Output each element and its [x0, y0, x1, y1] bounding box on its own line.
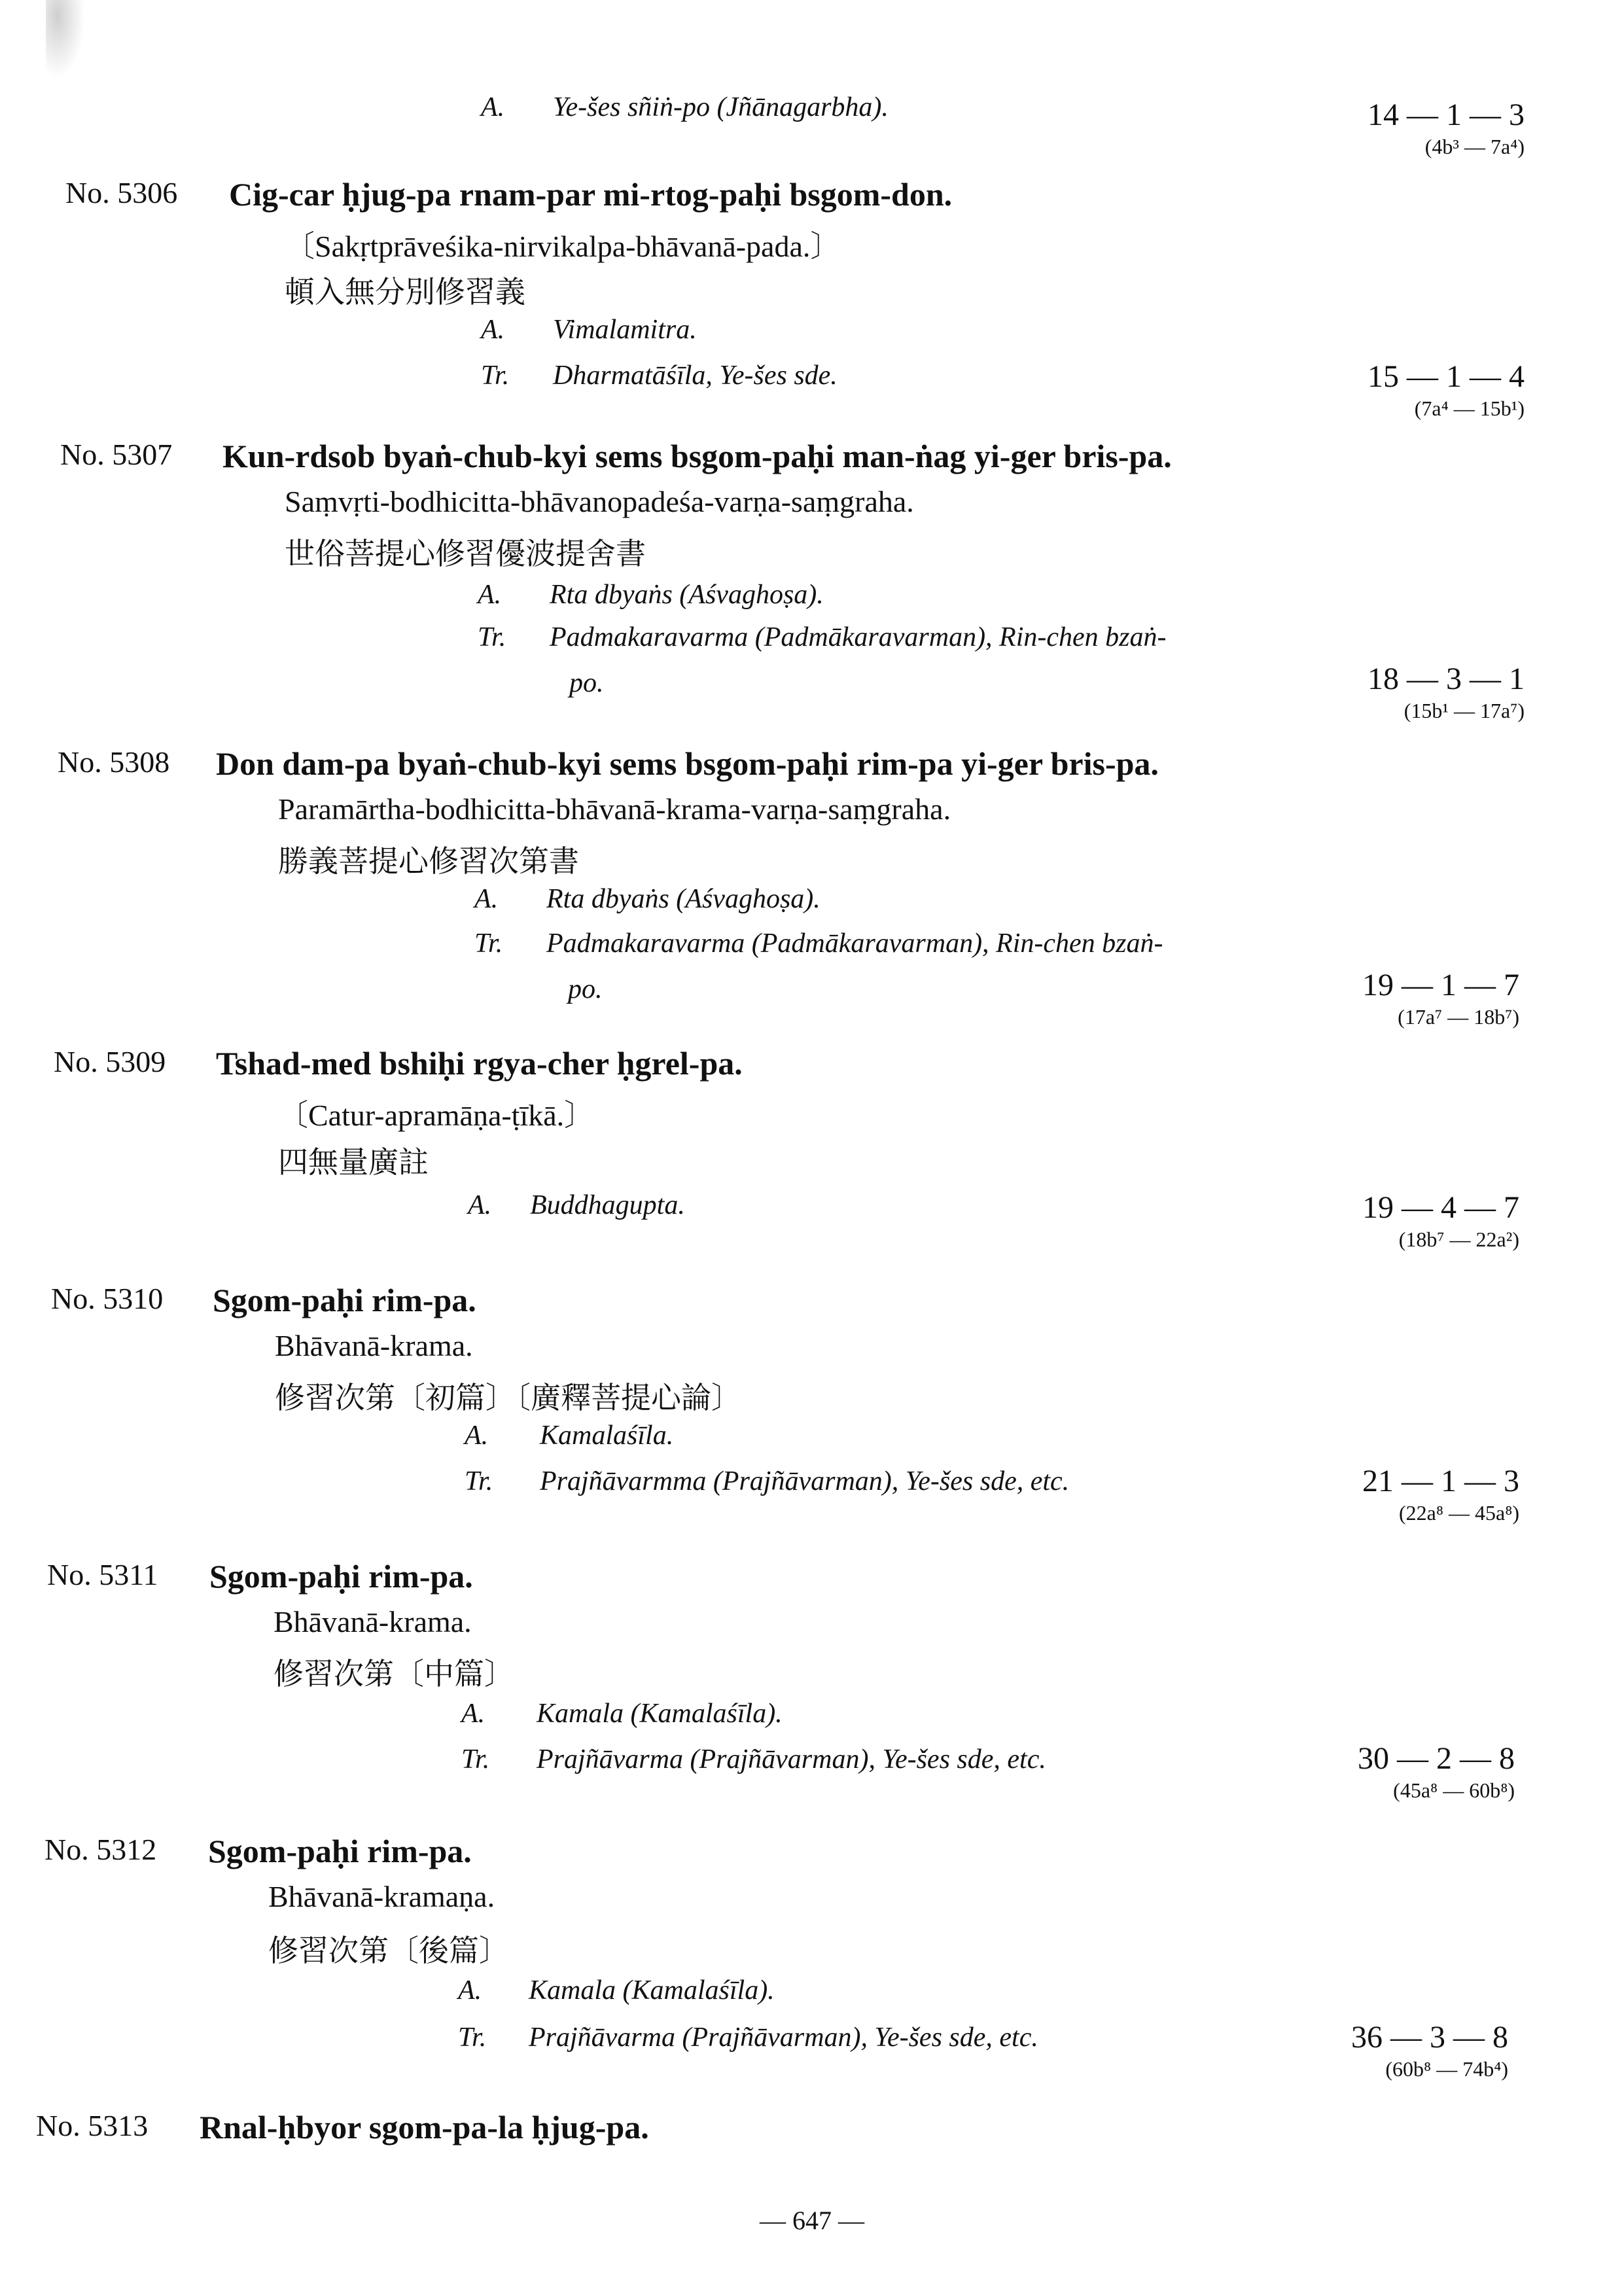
entry-number: No. 5308 — [58, 745, 170, 779]
author-name: Rta dbyaṅs (Aśvaghoṣa). — [546, 884, 821, 914]
volume-ref: 30 — 2 — 8 — [1358, 1741, 1515, 1776]
folio-ref: (17a⁷ — 18b⁷) — [1398, 1005, 1519, 1029]
folio-ref: (22a⁸ — 45a⁸) — [1398, 1501, 1519, 1525]
entry-number: No. 5312 — [44, 1833, 157, 1866]
author-role: A. — [461, 1699, 485, 1729]
folio-ref: (4b³ — 7a⁴) — [1424, 135, 1525, 158]
chinese-title: 四無量廣註 — [278, 1144, 429, 1180]
author-role: A. — [468, 1190, 492, 1220]
translator-name: Prajñāvarma (Prajñāvarman), Ye-šes sde, etc. — [529, 2022, 1038, 2053]
author-role: A. — [474, 884, 499, 914]
entry-title: Tshad-med bshiḥi rgya-cher ḥgrel-pa. — [216, 1045, 743, 1082]
volume-ref: 21 — 1 — 3 — [1362, 1464, 1519, 1498]
folio-ref: (45a⁸ — 60b⁸) — [1393, 1778, 1515, 1802]
author-name: Kamala (Kamalaśīla). — [529, 1975, 775, 2005]
translator-role: Tr. — [458, 2022, 487, 2053]
author-role: A. — [458, 1975, 482, 2005]
translator-name: Prajñāvarma (Prajñāvarman), Ye-šes sde, etc. — [537, 1744, 1046, 1775]
author-name: Vimalamitra. — [553, 315, 697, 345]
translator-role: Tr. — [461, 1744, 490, 1775]
author-name: Buddhagupta. — [530, 1190, 685, 1220]
sanskrit-title: Bhāvanā-kramaṇa. — [268, 1880, 495, 1913]
translator-role: Tr. — [481, 361, 510, 391]
sanskrit-title: Bhāvanā-krama. — [274, 1605, 472, 1638]
folio-ref: (15b¹ — 17a⁷) — [1403, 699, 1525, 722]
volume-ref: 18 — 3 — 1 — [1368, 662, 1525, 696]
sanskrit-title: 〔Catur-apramāṇa-ṭīkā.〕 — [278, 1099, 595, 1132]
author-name: Rta dbyaṅs (Aśvaghoṣa). — [550, 580, 824, 610]
entry-number: No. 5307 — [60, 438, 173, 471]
entry-title: Don dam-pa byaṅ-chub-kyi sems bsgom-paḥi rim-pa yi-ger bris-pa. — [216, 745, 1159, 782]
entry-number: No. 5313 — [36, 2109, 149, 2142]
translator-name: Padmakaravarma (Padmākaravarman), Rin-chen bzaṅ- — [550, 622, 1167, 652]
author-name: Kamalaśīla. — [540, 1421, 674, 1451]
translator-name-continued: po. — [568, 974, 603, 1004]
entry-title: Sgom-paḥi rim-pa. — [209, 1558, 473, 1595]
entry-number: No. 5309 — [54, 1045, 166, 1078]
folio-ref: (60b⁸ — 74b⁴) — [1385, 2057, 1508, 2081]
entry-title: Cig-car ḥjug-pa rnam-par mi-rtog-paḥi bsgom-don. — [229, 176, 953, 213]
entry-number: No. 5306 — [65, 176, 178, 209]
translator-name: Padmakaravarma (Padmākaravarman), Rin-chen bzaṅ- — [546, 928, 1163, 959]
translator-name-continued: po. — [569, 668, 604, 698]
translator-role: Tr. — [478, 622, 506, 652]
sanskrit-title: Paramārtha-bodhicitta-bhāvanā-krama-varṇa-saṃgraha. — [278, 792, 951, 826]
chinese-title: 世俗菩提心修習優波提舍書 — [285, 536, 646, 571]
author-role: A. — [478, 580, 502, 610]
author-role: A. — [481, 315, 505, 345]
entry-title: Sgom-paḥi rim-pa. — [213, 1282, 476, 1318]
chinese-title: 修習次第〔初篇〕〔廣釋菩提心論〕 — [275, 1380, 741, 1415]
chinese-title: 頓入無分別修習義 — [285, 274, 525, 309]
author-name: Kamala (Kamalaśīla). — [537, 1699, 783, 1729]
volume-ref: 19 — 1 — 7 — [1362, 968, 1519, 1002]
chinese-title: 勝義菩提心修習次第書 — [278, 843, 579, 879]
entry-number: No. 5310 — [51, 1282, 164, 1315]
folio-ref: (18b⁷ — 22a²) — [1398, 1227, 1519, 1251]
volume-ref: 15 — 1 — 4 — [1368, 359, 1525, 394]
sanskrit-title: Bhāvanā-krama. — [275, 1329, 473, 1362]
entry-title: Sgom-paḥi rim-pa. — [208, 1833, 472, 1869]
volume-ref: 19 — 4 — 7 — [1362, 1190, 1519, 1225]
volume-ref: 14 — 1 — 3 — [1368, 97, 1525, 132]
sanskrit-title: 〔Sakṛtprāveśika-nirvikalpa-bhāvanā-pada.〕 — [285, 230, 841, 263]
translator-role: Tr. — [465, 1466, 493, 1496]
scan-smudge — [46, 0, 85, 79]
author-name: Ye-šes sñiṅ-po (Jñānagarbha). — [553, 92, 889, 122]
entry-number: No. 5311 — [47, 1558, 158, 1591]
entry-title: Kun-rdsob byaṅ-chub-kyi sems bsgom-paḥi man-ṅag yi-ger bris-pa. — [222, 438, 1172, 474]
entry-title: Rnal-ḥbyor sgom-pa-la ḥjug-pa. — [200, 2109, 649, 2146]
author-role: A. — [465, 1421, 489, 1451]
sanskrit-title: Saṃvṛti-bodhicitta-bhāvanopadeśa-varṇa-saṃgraha. — [285, 485, 914, 518]
chinese-title: 修習次第〔後篇〕 — [268, 1933, 509, 1968]
translator-role: Tr. — [474, 928, 503, 959]
author-role: A. — [481, 92, 505, 122]
page-number: — 647 — — [760, 2206, 864, 2235]
translator-name: Prajñāvarmma (Prajñāvarman), Ye-šes sde, etc. — [540, 1466, 1070, 1496]
folio-ref: (7a⁴ — 15b¹) — [1414, 397, 1525, 420]
chinese-title: 修習次第〔中篇〕 — [274, 1656, 514, 1691]
translator-name: Dharmatāśīla, Ye-šes sde. — [553, 361, 838, 391]
volume-ref: 36 — 3 — 8 — [1351, 2020, 1508, 2055]
